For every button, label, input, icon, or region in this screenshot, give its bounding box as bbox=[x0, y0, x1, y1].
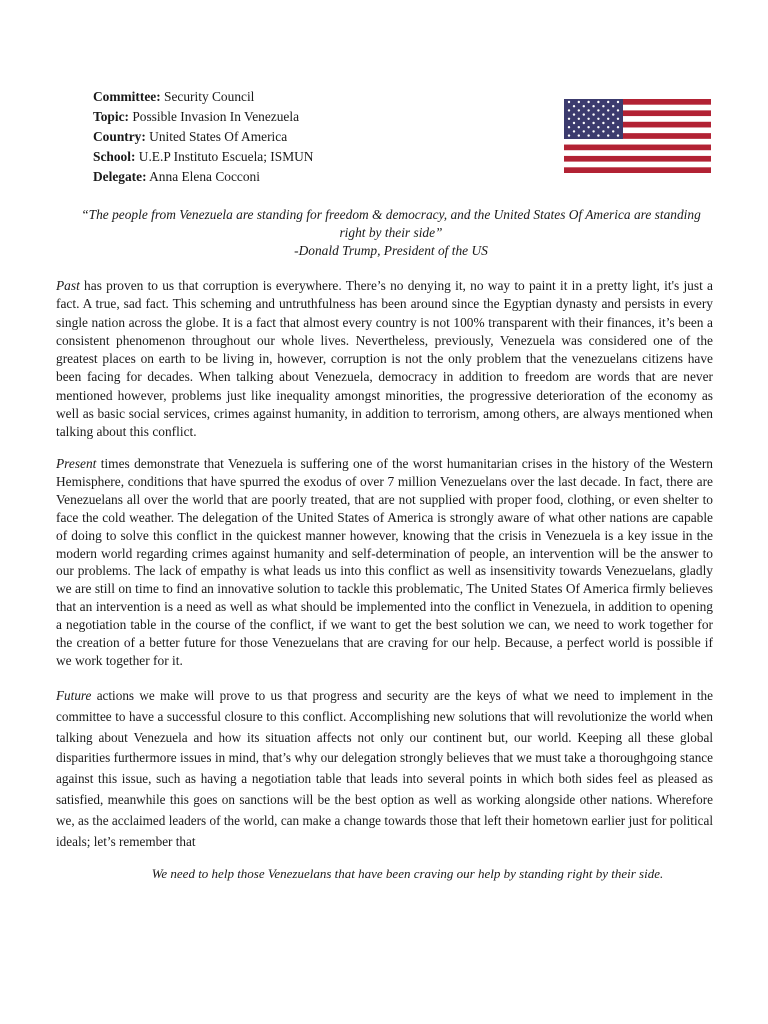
flag-star bbox=[568, 118, 570, 120]
paragraph-future-body: will prove to us that progress and security are the keys of what we need to implement in the committee to have a successful closure to this conflict. Accomplishing new solutions that will revolutionize the world when talking about Venezuela and how its situation affects not only our continent but, our world. Keeping all these global disparities furthermore issues in mind, that’s why our delegation strongly believes that we must take a thoroughgoing stance against this issue, such as having a negotiation table that leads into several points in which both sides feel as pleased as satisfied, meanwhile this goes on sanctions will be the best option as well as working alongside other nations. Wherefore we, as the acclaimed leaders of the world, can make a change towards those that left their hometown earlier just for political ideals; let’s remember that bbox=[56, 688, 713, 849]
flag-star bbox=[578, 101, 580, 103]
closing-statement: We need to help those Venezuelans that have been craving our help by standing right by their side. bbox=[151, 866, 664, 881]
topic-label: Topic: bbox=[93, 109, 129, 124]
paragraph-future-lead: Future bbox=[56, 688, 92, 703]
flag-star bbox=[602, 122, 604, 124]
topic-line bbox=[93, 107, 313, 127]
committee-line bbox=[93, 87, 313, 107]
flag-star bbox=[592, 122, 594, 124]
flag-star bbox=[607, 101, 609, 103]
paragraph-future bbox=[56, 686, 713, 852]
flag-star bbox=[607, 109, 609, 111]
flag-star bbox=[587, 126, 589, 128]
paragraph-past bbox=[56, 277, 713, 442]
flag-star bbox=[602, 113, 604, 115]
delegate-value: Anna Elena Cocconi bbox=[146, 169, 260, 184]
flag-star bbox=[583, 113, 585, 115]
header-block bbox=[93, 87, 313, 187]
flag-star bbox=[578, 126, 580, 128]
flag-star bbox=[617, 118, 619, 120]
flag-star bbox=[612, 122, 614, 124]
flag-star bbox=[587, 109, 589, 111]
flag-star bbox=[568, 101, 570, 103]
flag-star bbox=[573, 105, 575, 107]
flag-star bbox=[592, 130, 594, 132]
flag-star bbox=[607, 118, 609, 120]
flag-star bbox=[612, 130, 614, 132]
flag-star bbox=[583, 122, 585, 124]
delegate-line bbox=[93, 167, 313, 187]
school-line bbox=[93, 147, 313, 167]
flag-canton bbox=[564, 99, 623, 139]
quote-text: “The people from Venezuela are standing for freedom & democracy, and the United States Of America are standing right by their side” bbox=[81, 207, 701, 240]
paragraph-past-body: has proven to us that corruption is everywhere. There’s no denying it, no way to paint it in a pretty light, it's just a fact. A true, sad fact. This scheming and untruthfulness has been around since the Egyptian dynasty and persists in every single nation across the globe. It is a fact that almost every country is not 100% transparent with their finances, it’s been a consistent phenomenon throughout our whole lives. Nevertheless, previously, Venezuela was considered one of the greatest places on earth to be living in, however, corruption is not the only problem that the venezuelans citizens have been facing for decades. When talking about Venezuela, democracy in addition to freedom are words that are never mentioned however, problems just like inequality amongst minorities, the progressive deterioration of the economy as well as basic social services, crimes against humanity, in addition to terrorism, among others, are always mentioned when talking about this conflict. bbox=[56, 278, 713, 440]
committee-label: Committee: bbox=[93, 89, 161, 104]
paragraph-present-lead: Present bbox=[56, 456, 97, 471]
flag-star bbox=[597, 126, 599, 128]
flag-star bbox=[583, 105, 585, 107]
flag-star bbox=[592, 113, 594, 115]
school-label: School: bbox=[93, 149, 136, 164]
flag-stripe bbox=[564, 156, 711, 162]
flag-star bbox=[597, 134, 599, 136]
flag-star bbox=[612, 113, 614, 115]
flag-star bbox=[578, 118, 580, 120]
country-line bbox=[93, 127, 313, 147]
country-value: United States Of America bbox=[145, 129, 288, 144]
delegate-label: Delegate: bbox=[93, 169, 147, 184]
paragraph-present bbox=[56, 455, 713, 670]
flag-star bbox=[612, 105, 614, 107]
flag-star bbox=[587, 134, 589, 136]
flag-star bbox=[587, 118, 589, 120]
flag-stripe bbox=[564, 145, 711, 151]
us-flag-icon bbox=[564, 99, 711, 173]
flag-star bbox=[617, 109, 619, 111]
flag-stripe bbox=[564, 167, 711, 173]
flag-star bbox=[578, 134, 580, 136]
flag-star bbox=[583, 130, 585, 132]
flag-star bbox=[573, 122, 575, 124]
school-value: U.E.P Instituto Escuela; ISMUN bbox=[135, 149, 314, 164]
flag-star bbox=[592, 105, 594, 107]
flag-star bbox=[597, 109, 599, 111]
flag-star bbox=[568, 109, 570, 111]
flag-star bbox=[602, 130, 604, 132]
flag-star bbox=[602, 105, 604, 107]
paragraph-present-body: times demonstrate that Venezuela is suffering one of the worst humanitarian crises in the history of the Western Hemisphere, conditions that have spurred the exodus of over 7 million Venezuelans over the last decade. In fact, there are Venezuelans all over the world that are poorly treated, that are not supplied with proper food, clothing, or even shelter to face the cold weather. The delegation of the United States of America is strongly aware of what other nations are capable of doing to solve this conflict in the quickest manner however, knowing that the crisis in Venezuela is a key issue in the modern world regarding crimes against humanity and self-determination of people, an intervention will be the answer to our problems. The lack of empathy is what leads us into this conflict as well as insensitivity towards Venezuelans, gladly we are still on time to find an innovative solution to tackle this problematic, The United States Of America firmly believes that an intervention is a need as well as what should be implemented into the conflict in Venezuela, in addition to opening a negotiation table in the course of the conflict, if we want to get the best solution we can, we need to work together for the creation of a better future for those Venezuelans that are craving for our help. Because, a perfect world is possible if we work together for it. bbox=[56, 456, 713, 668]
flag-star bbox=[607, 126, 609, 128]
flag-star bbox=[617, 126, 619, 128]
country-label: Country: bbox=[93, 129, 146, 144]
committee-value: Security Council bbox=[160, 89, 255, 104]
flag-star bbox=[617, 134, 619, 136]
flag-star bbox=[568, 126, 570, 128]
topic-value: Possible Invasion In Venezuela bbox=[128, 109, 300, 124]
flag-star bbox=[607, 134, 609, 136]
quote-block bbox=[75, 206, 707, 260]
flag-star bbox=[573, 113, 575, 115]
flag-star bbox=[597, 101, 599, 103]
flag-star bbox=[617, 101, 619, 103]
flag-star bbox=[578, 109, 580, 111]
flag-star bbox=[568, 134, 570, 136]
flag-star bbox=[587, 101, 589, 103]
flag-star bbox=[597, 118, 599, 120]
paragraph-future-mid: actions we make bbox=[91, 688, 189, 703]
flag-star bbox=[573, 130, 575, 132]
paragraph-past-lead: Past bbox=[56, 278, 80, 293]
quote-attribution: -Donald Trump, President of the US bbox=[294, 243, 488, 258]
